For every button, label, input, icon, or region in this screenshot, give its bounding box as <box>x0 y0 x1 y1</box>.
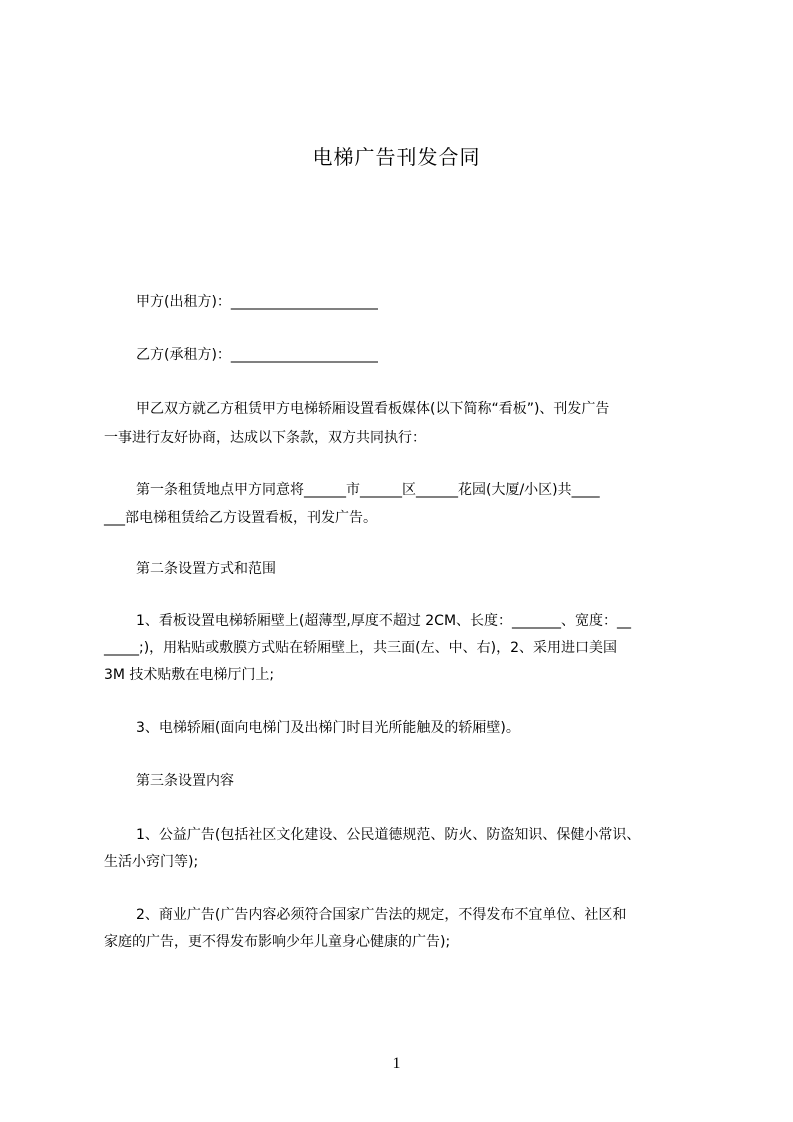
article1-line-2: ___部电梯租赁给乙方设置看板，刊发广告。 <box>104 510 377 526</box>
article3-item1-line-1: 1、公益广告(包括社区文化建设、公民道德规范、防火、防盗知识、保健小常识、 <box>136 827 641 843</box>
page-title: 电梯广告刊发合同 <box>312 145 481 169</box>
party-a-line: 甲方(出租方)：_____________________ <box>136 294 378 310</box>
article2-item1-line-3: 3M 技术贴敷在电梯厅门上; <box>104 667 275 683</box>
article2-item1-line-1: 1、看板设置电梯轿厢壁上(超薄型,厚度不超过 2CM、长度：_______、宽度：__ <box>136 613 632 629</box>
article3-item1-line-2: 生活小窍门等); <box>104 854 199 870</box>
article2-heading: 第二条设置方式和范围 <box>136 561 276 577</box>
page-number: 1 <box>392 1055 401 1072</box>
article1-line-1: 第一条租赁地点甲方同意将______市______区______花园(大厦/小区)共____ <box>136 482 600 498</box>
article3-item2-line-2: 家庭的广告，更不得发布影响少年儿童身心健康的广告); <box>104 934 451 950</box>
article2-item3: 3、电梯轿厢(面向电梯门及出梯门时目光所能触及的轿厢壁)。 <box>136 720 520 736</box>
article2-item1-line-2: _____;)，用粘贴或敷膜方式贴在轿厢壁上，共三面(左、中、右)，2、采用进口美国 <box>104 640 618 656</box>
intro-line-2: 一事进行友好协商，达成以下条款，双方共同执行： <box>104 430 426 446</box>
article3-item2-line-1: 2、商业广告(广告内容必须符合国家广告法的规定，不得发布不宜单位、社区和 <box>136 907 627 923</box>
party-b-line: 乙方(承租方)：_____________________ <box>136 347 378 363</box>
intro-line-1: 甲乙双方就乙方租赁甲方电梯轿厢设置看板媒体(以下简称“看板”)、刊发广告 <box>136 401 610 417</box>
article3-heading: 第三条设置内容 <box>136 773 234 789</box>
